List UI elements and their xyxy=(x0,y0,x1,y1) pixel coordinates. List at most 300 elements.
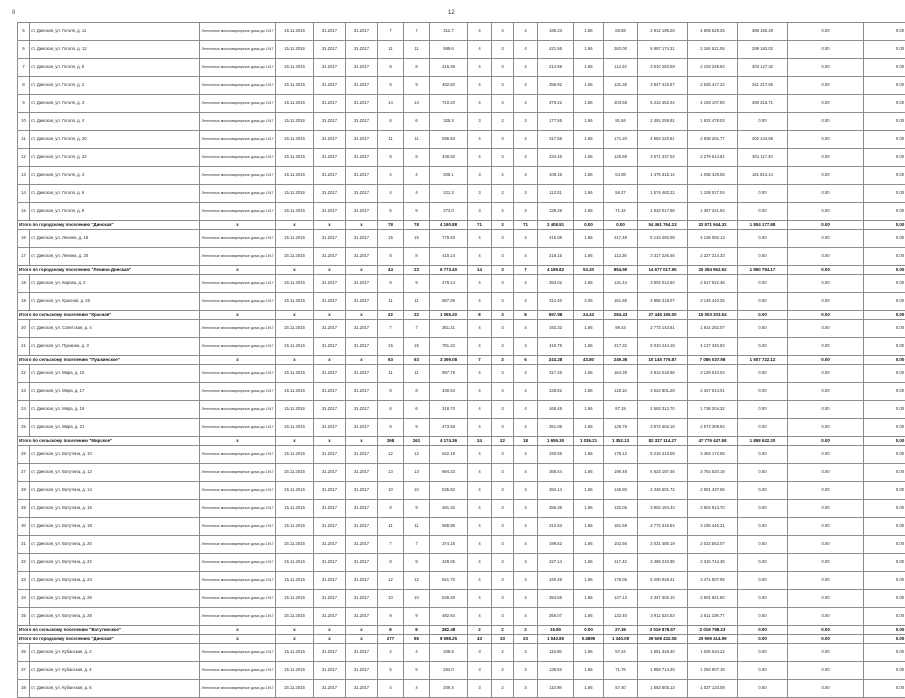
table-row xyxy=(18,248,905,266)
table-cell: 5 xyxy=(378,203,404,221)
table-cell: 301 117.40 xyxy=(738,149,788,167)
table-cell: 15.11.2016 xyxy=(276,338,314,356)
table-cell: 3 xyxy=(492,77,514,95)
table-cell: 4 xyxy=(378,167,404,185)
table-cell: 2 347 614.01 xyxy=(688,383,738,401)
table-cell: 0.00 xyxy=(788,464,864,482)
table-cell: 3 xyxy=(492,41,514,59)
table-cell: 7 xyxy=(378,536,404,554)
subtotal-row xyxy=(18,311,905,320)
table-cell: 0.00 xyxy=(738,113,788,131)
table-cell: 12 xyxy=(378,572,404,590)
table-cell: 3 xyxy=(492,149,514,167)
table-cell: 4 xyxy=(468,446,492,464)
table-cell: 112.24 xyxy=(604,59,638,77)
table-cell: 4 xyxy=(468,608,492,626)
table-cell: 32 xyxy=(18,554,30,572)
table-cell: 31.2017 xyxy=(314,554,346,572)
table-cell: 0.00 xyxy=(738,518,788,536)
table-cell: 15.11.2016 xyxy=(276,293,314,311)
table-cell: ст. Динская, ул. Гоголя, д. 8 xyxy=(30,203,200,221)
table-cell: 587.06 xyxy=(430,293,468,311)
table-cell: 1 065.20 xyxy=(430,311,468,320)
table-cell: 43 xyxy=(468,635,492,644)
table-cell: ст. Динская, ул. Красная, д. 25 xyxy=(30,293,200,311)
table-cell: 4 127 340.92 xyxy=(688,338,738,356)
table-cell: 3 764 520.18 xyxy=(688,464,738,482)
table-cell: 0.00 xyxy=(738,383,788,401)
table-cell: 4 xyxy=(514,536,538,554)
table-cell: ст. Динская, ул. Кубанская, д. 4 xyxy=(30,662,200,680)
table-cell: 3 xyxy=(492,275,514,293)
table-cell: 15.11.2016 xyxy=(276,59,314,77)
table-cell: ст. Динская, ул. Ватутина, д. 22 xyxy=(30,554,200,572)
table-cell: 217.32 xyxy=(604,338,638,356)
table-cell: Ленточные многоквартирные дома до 1917 xyxy=(200,365,276,383)
table-cell: 430.54 xyxy=(430,383,468,401)
table-cell: х xyxy=(346,437,378,446)
table-cell: 4 856 318.07 xyxy=(638,293,688,311)
table-cell: 9 xyxy=(378,419,404,437)
table-cell: 3 xyxy=(492,311,514,320)
table-cell: 4 xyxy=(468,518,492,536)
table-cell: 31.2017 xyxy=(346,419,378,437)
table-cell: х xyxy=(314,437,346,446)
table-cell: 4 174.36 xyxy=(430,437,468,446)
table-cell: 4 xyxy=(514,275,538,293)
table-cell: 1 632 478.03 xyxy=(688,113,738,131)
table-cell: 0.00 xyxy=(864,356,905,365)
table-cell: 0.00 xyxy=(788,95,864,113)
table-cell: 2 315 744.36 xyxy=(688,554,738,572)
table-cell: 31.2017 xyxy=(346,77,378,95)
table-cell: 9 xyxy=(378,77,404,95)
table-cell: х xyxy=(346,635,378,644)
table-cell: 0.00 xyxy=(738,572,788,590)
table-cell: 340.56 xyxy=(538,446,574,464)
table-cell: 374.15 xyxy=(430,536,468,554)
subtotal-row xyxy=(18,266,905,275)
table-cell: 0.00 xyxy=(864,275,905,293)
table-cell: 694.33 xyxy=(430,464,468,482)
table-cell: 4 xyxy=(404,644,430,662)
table-cell: 2 xyxy=(492,113,514,131)
table-cell: 31.2017 xyxy=(346,113,378,131)
table-cell: 31.2017 xyxy=(346,131,378,149)
table-cell: 0.00 xyxy=(864,554,905,572)
table-cell: Ленточные многоквартирные дома до 1917 xyxy=(200,590,276,608)
table-cell: х xyxy=(276,635,314,644)
table-cell: 3 xyxy=(514,662,538,680)
table-cell: 31.2017 xyxy=(314,446,346,464)
table-cell: 17 xyxy=(18,248,30,266)
table-cell: 3 xyxy=(492,221,514,230)
table-cell: 0.00 xyxy=(738,536,788,554)
table-cell: ст. Динская, ул. Кубанская, д. 6 xyxy=(30,680,200,698)
table-cell: 779.40 xyxy=(430,230,468,248)
table-cell: 31.2017 xyxy=(314,464,346,482)
table-cell: Итого по городскому поселению "Динская" xyxy=(18,221,200,230)
table-cell: 7 xyxy=(404,23,430,41)
table-cell: 11 xyxy=(378,518,404,536)
table-cell: 91.84 xyxy=(604,113,638,131)
table-cell: 38 xyxy=(18,680,30,698)
table-cell: 71 xyxy=(468,221,492,230)
table-cell: 31.2017 xyxy=(346,41,378,59)
table-cell: 31.2017 xyxy=(314,401,346,419)
table-cell: 244.28 xyxy=(538,356,574,365)
table-cell: 14 xyxy=(18,185,30,203)
table-row xyxy=(18,59,905,77)
table-cell: 2 617 522.46 xyxy=(688,275,738,293)
table-cell: 0.00 xyxy=(864,518,905,536)
table-cell: 63 xyxy=(404,356,430,365)
table-cell: 0.00 xyxy=(788,293,864,311)
table-cell: 0.00 xyxy=(864,221,905,230)
table-cell: 6 xyxy=(378,401,404,419)
table-cell: 0.00 xyxy=(788,383,864,401)
table-cell: 482.60 xyxy=(430,77,468,95)
table-cell: 0.00 xyxy=(788,419,864,437)
table-cell: 214.59 xyxy=(538,59,574,77)
table-cell: 4 xyxy=(514,77,538,95)
table-cell: 3 xyxy=(514,113,538,131)
table-cell: Ленточные многоквартирные дома до 1917 xyxy=(200,662,276,680)
table-cell: 0.00 xyxy=(738,293,788,311)
table-cell: 3 xyxy=(514,167,538,185)
table-cell: 10 xyxy=(404,590,430,608)
table-cell: 8 xyxy=(378,554,404,572)
table-cell: 15.11.2016 xyxy=(276,644,314,662)
table-cell: 198.52 xyxy=(538,536,574,554)
table-row xyxy=(18,167,905,185)
table-cell: 0.00 xyxy=(864,365,905,383)
table-cell: 10 xyxy=(378,590,404,608)
table-cell: 4 xyxy=(378,680,404,698)
table-cell: 0.00 xyxy=(738,311,788,320)
table-cell: 11 xyxy=(404,518,430,536)
table-row xyxy=(18,338,905,356)
table-cell: 312.40 xyxy=(538,293,574,311)
table-cell: 2 xyxy=(492,644,514,662)
table-cell: 3 xyxy=(468,113,492,131)
table-cell: 4 xyxy=(468,149,492,167)
table-cell: 20 384 952.92 xyxy=(688,266,738,275)
table-cell: 54.08 xyxy=(604,167,638,185)
table-cell: 4 xyxy=(514,338,538,356)
table-cell: 99.43 xyxy=(604,320,638,338)
table-cell: 0.00 xyxy=(788,518,864,536)
table-cell: 0.00 xyxy=(788,635,864,644)
table-cell: 57.40 xyxy=(604,680,638,698)
table-cell: 4 xyxy=(468,572,492,590)
table-cell: 535.50 xyxy=(430,482,468,500)
table-cell: 3 xyxy=(492,500,514,518)
table-cell: 2 408.91 xyxy=(538,221,574,230)
table-cell: 1.66 xyxy=(574,167,604,185)
table-cell: 8 xyxy=(514,311,538,320)
table-cell: 0.00 xyxy=(864,293,905,311)
table-cell: 0.00 xyxy=(864,464,905,482)
table-cell: 31.2017 xyxy=(314,113,346,131)
table-cell: ст. Динская, ул. Гоголя, д. 22 xyxy=(30,149,200,167)
table-cell: х xyxy=(346,626,378,635)
table-cell: х xyxy=(346,311,378,320)
table-cell: 0.00 xyxy=(738,662,788,680)
table-cell: 415.08 xyxy=(538,230,574,248)
table-cell: ст. Динская, ул. Гоголя, д. 12 xyxy=(30,41,200,59)
table-cell: 15.11.2016 xyxy=(276,77,314,95)
table-cell: 480 315.71 xyxy=(738,95,788,113)
table-cell: 473.56 xyxy=(430,419,468,437)
table-cell: 185.23 xyxy=(538,23,574,41)
table-cell: 31.2017 xyxy=(314,419,346,437)
table-cell: 5 214 452.44 xyxy=(638,95,688,113)
table-cell: 6 010 244.18 xyxy=(638,338,688,356)
table-cell: 304 127.32 xyxy=(738,59,788,77)
table-cell: 341 217.65 xyxy=(738,77,788,95)
table-cell: 0.00 xyxy=(788,131,864,149)
table-cell: 318.70 xyxy=(430,401,468,419)
table-cell: 3 129 510.04 xyxy=(688,365,738,383)
table-cell: 24 xyxy=(18,401,30,419)
table-cell: 3 902 184.33 xyxy=(638,500,688,518)
table-cell: 4 xyxy=(514,419,538,437)
table-cell: х xyxy=(200,221,276,230)
table-body xyxy=(18,23,905,698)
table-cell: х xyxy=(276,266,314,275)
table-cell: 102.66 xyxy=(604,536,638,554)
table-cell: 1.66 xyxy=(574,644,604,662)
table-cell: 710.40 xyxy=(430,95,468,113)
table-cell: 4 xyxy=(468,77,492,95)
table-row xyxy=(18,383,905,401)
table-cell: 642.19 xyxy=(430,446,468,464)
table-cell: 3 185 440.21 xyxy=(688,518,738,536)
table-cell: Ленточные многоквартирные дома до 1917 xyxy=(200,230,276,248)
table-cell: 273.0 xyxy=(430,203,468,221)
table-cell: 8 xyxy=(18,77,30,95)
table-cell: 5 xyxy=(404,662,430,680)
table-cell: 1.66 xyxy=(574,446,604,464)
table-cell: Ленточные многоквартирные дома до 1917 xyxy=(200,608,276,626)
table-cell: Итого по сельскому поселению "Ватутинское" xyxy=(18,626,200,635)
housing-repair-table xyxy=(17,22,905,698)
table-cell: 7 xyxy=(468,356,492,365)
table-cell: Ленточные многоквартирные дома до 1917 xyxy=(200,464,276,482)
table-cell: 31.2017 xyxy=(314,203,346,221)
table-cell: 2 xyxy=(492,680,514,698)
table-cell: 2 773 143.61 xyxy=(638,320,688,338)
table-cell: 3 019 878.57 xyxy=(638,626,688,635)
table-cell: 8 xyxy=(378,248,404,266)
table-cell: 6 xyxy=(18,41,30,59)
table-cell: 15.11.2016 xyxy=(276,419,314,437)
table-cell: х xyxy=(200,635,276,644)
table-cell: Ленточные многоквартирные дома до 1917 xyxy=(200,419,276,437)
table-cell: 29 xyxy=(18,500,30,518)
table-cell: 168.48 xyxy=(538,401,574,419)
table-cell: 27 xyxy=(18,464,30,482)
table-cell: 4 xyxy=(514,248,538,266)
table-cell: 56.27 xyxy=(604,185,638,203)
table-cell: 3 xyxy=(492,572,514,590)
table-cell: 402 134.68 xyxy=(738,131,788,149)
table-cell: 1.66 xyxy=(574,95,604,113)
table-cell: 0.00 xyxy=(864,95,905,113)
table-cell: 216.15 xyxy=(538,248,574,266)
table-cell: 4 xyxy=(514,59,538,77)
table-cell: ст. Динская, ул. Мира, д. 17 xyxy=(30,383,200,401)
table-cell: 2 491 259.91 xyxy=(638,113,688,131)
table-cell: 294.43 xyxy=(604,311,638,320)
table-cell: х xyxy=(346,266,378,275)
table-cell: 31.2017 xyxy=(346,554,378,572)
table-cell: 14 xyxy=(404,95,430,113)
table-cell: 1.66 xyxy=(574,482,604,500)
table-cell: 3 317 226.46 xyxy=(638,248,688,266)
table-cell: 4 xyxy=(468,401,492,419)
table-cell: 31.2017 xyxy=(314,23,346,41)
table-cell: 9 xyxy=(378,608,404,626)
table-cell: 3 xyxy=(468,680,492,698)
table-cell: 31.2017 xyxy=(314,230,346,248)
table-cell: 31.2017 xyxy=(314,500,346,518)
table-cell: 221.3 xyxy=(430,185,468,203)
table-cell: 31.2017 xyxy=(346,590,378,608)
table-cell: 22 xyxy=(378,311,404,320)
table-cell: Ленточные многоквартирные дома до 1917 xyxy=(200,23,276,41)
table-cell: 1 553 605.13 xyxy=(638,680,688,698)
table-cell: Ленточные многоквартирные дома до 1917 xyxy=(200,185,276,203)
table-cell: 31.2017 xyxy=(346,446,378,464)
table-cell: 0.00 xyxy=(864,383,905,401)
table-cell: х xyxy=(276,221,314,230)
table-cell: 15.11.2016 xyxy=(276,482,314,500)
table-cell: 4 xyxy=(404,680,430,698)
table-cell: 6 xyxy=(514,356,538,365)
table-cell: 18 xyxy=(18,275,30,293)
table-cell: 1 736 204.32 xyxy=(688,401,738,419)
table-cell: ст. Динская, ул. Гоголя, д. 3 xyxy=(30,95,200,113)
table-cell: 4 193 107.80 xyxy=(688,95,738,113)
table-cell: 0.00 xyxy=(788,338,864,356)
table-cell: 4 xyxy=(468,419,492,437)
table-cell: Ленточные многоквартирные дома до 1917 xyxy=(200,95,276,113)
table-cell: 31.2017 xyxy=(314,293,346,311)
table-cell: 4 xyxy=(468,230,492,248)
table-cell: 4 xyxy=(514,149,538,167)
table-cell: 2 573 309.54 xyxy=(688,419,738,437)
table-cell: 382.48 xyxy=(430,626,468,635)
table-cell: 31.2017 xyxy=(314,383,346,401)
table-cell: 4 xyxy=(468,365,492,383)
table-cell: Ленточные многоквартирные дома до 1917 xyxy=(200,203,276,221)
table-cell: 1 814 282.07 xyxy=(688,320,738,338)
table-cell: 10 xyxy=(18,113,30,131)
table-cell: 15.11.2016 xyxy=(276,248,314,266)
table-cell: 31.2017 xyxy=(314,41,346,59)
table-cell: 1 659.30 xyxy=(538,437,574,446)
table-cell: 31.2017 xyxy=(314,338,346,356)
table-cell: 4 xyxy=(514,230,538,248)
table-cell: 0.00 xyxy=(864,230,905,248)
table-cell: 47 776 447.58 xyxy=(688,437,738,446)
table-cell: 0.00 xyxy=(864,536,905,554)
table-cell: 31.2017 xyxy=(346,536,378,554)
table-cell: 192.33 xyxy=(538,320,574,338)
table-cell: 2 938 201.77 xyxy=(688,131,738,149)
table-cell: 2 xyxy=(492,167,514,185)
table-cell: 2 018 798.23 xyxy=(688,626,738,635)
table-cell: ст. Динская, ул. Гоголя, д. 20 xyxy=(30,131,200,149)
table-cell: 0.00 xyxy=(788,248,864,266)
table-cell: Итого по сельскому поселению "Мирское" xyxy=(18,437,200,446)
table-cell: 3 xyxy=(492,518,514,536)
table-cell: 0.00 xyxy=(738,482,788,500)
table-cell: 0.00 xyxy=(864,41,905,59)
table-cell: 27 446 195.00 xyxy=(638,311,688,320)
table-cell: 1 958 714.25 xyxy=(638,662,688,680)
table-cell: ст. Динская, ул. Гоголя, д. 4 xyxy=(30,167,200,185)
table-cell: Ленточные многоквартирные дома до 1917 xyxy=(200,536,276,554)
table-cell: 30 xyxy=(18,518,30,536)
table-cell: 3 xyxy=(492,248,514,266)
table-cell: 15.11.2016 xyxy=(276,95,314,113)
table-cell: 31.2017 xyxy=(346,644,378,662)
table-cell: 249.36 xyxy=(604,356,638,365)
table-cell: 428.06 xyxy=(430,554,468,572)
table-cell: 31.2017 xyxy=(346,464,378,482)
table-cell: 161.58 xyxy=(604,518,638,536)
table-cell: 0.00 xyxy=(788,446,864,464)
table-cell: ст. Динская, ул. Гоголя, д. 5 xyxy=(30,59,200,77)
table-cell: 1 352.13 xyxy=(604,437,638,446)
table-cell: 176.05 xyxy=(604,572,638,590)
table-cell: 9 xyxy=(404,608,430,626)
table-cell: 1.66 xyxy=(574,680,604,698)
table-cell: 31.2017 xyxy=(346,167,378,185)
table-cell: 255.38 xyxy=(538,500,574,518)
table-cell: 0.00 xyxy=(738,590,788,608)
table-row xyxy=(18,554,905,572)
table-cell: ст. Динская, ул. Гоголя, д. 4 xyxy=(30,113,200,131)
table-cell: Ленточные многоквартирные дома до 1917 xyxy=(200,248,276,266)
table-cell: 3 xyxy=(492,356,514,365)
table-cell: 3 xyxy=(492,608,514,626)
table-cell: 39 508 432.08 xyxy=(638,635,688,644)
table-cell: 1.66 xyxy=(574,230,604,248)
table-cell: 24 xyxy=(468,437,492,446)
table-cell: 15.11.2016 xyxy=(276,383,314,401)
table-cell: 110.98 xyxy=(538,680,574,698)
table-cell: Ленточные многоквартирные дома до 1917 xyxy=(200,518,276,536)
table-cell: 4 xyxy=(468,320,492,338)
table-row xyxy=(18,149,905,167)
table-cell: 2 xyxy=(492,185,514,203)
table-cell: 3 xyxy=(492,464,514,482)
table-row xyxy=(18,203,905,221)
table-cell: 0.00 xyxy=(574,221,604,230)
table-cell: 8 xyxy=(404,554,430,572)
table-cell: 0.00 xyxy=(788,644,864,662)
table-cell: ст. Динская, ул. Ватутина, д. 20 xyxy=(30,536,200,554)
table-cell: 4 138 082.13 xyxy=(688,230,738,248)
table-cell: 0.00 xyxy=(738,635,788,644)
table-cell: 3 xyxy=(492,230,514,248)
table-cell: 15.11.2016 xyxy=(276,131,314,149)
table-cell: 2 xyxy=(492,662,514,680)
